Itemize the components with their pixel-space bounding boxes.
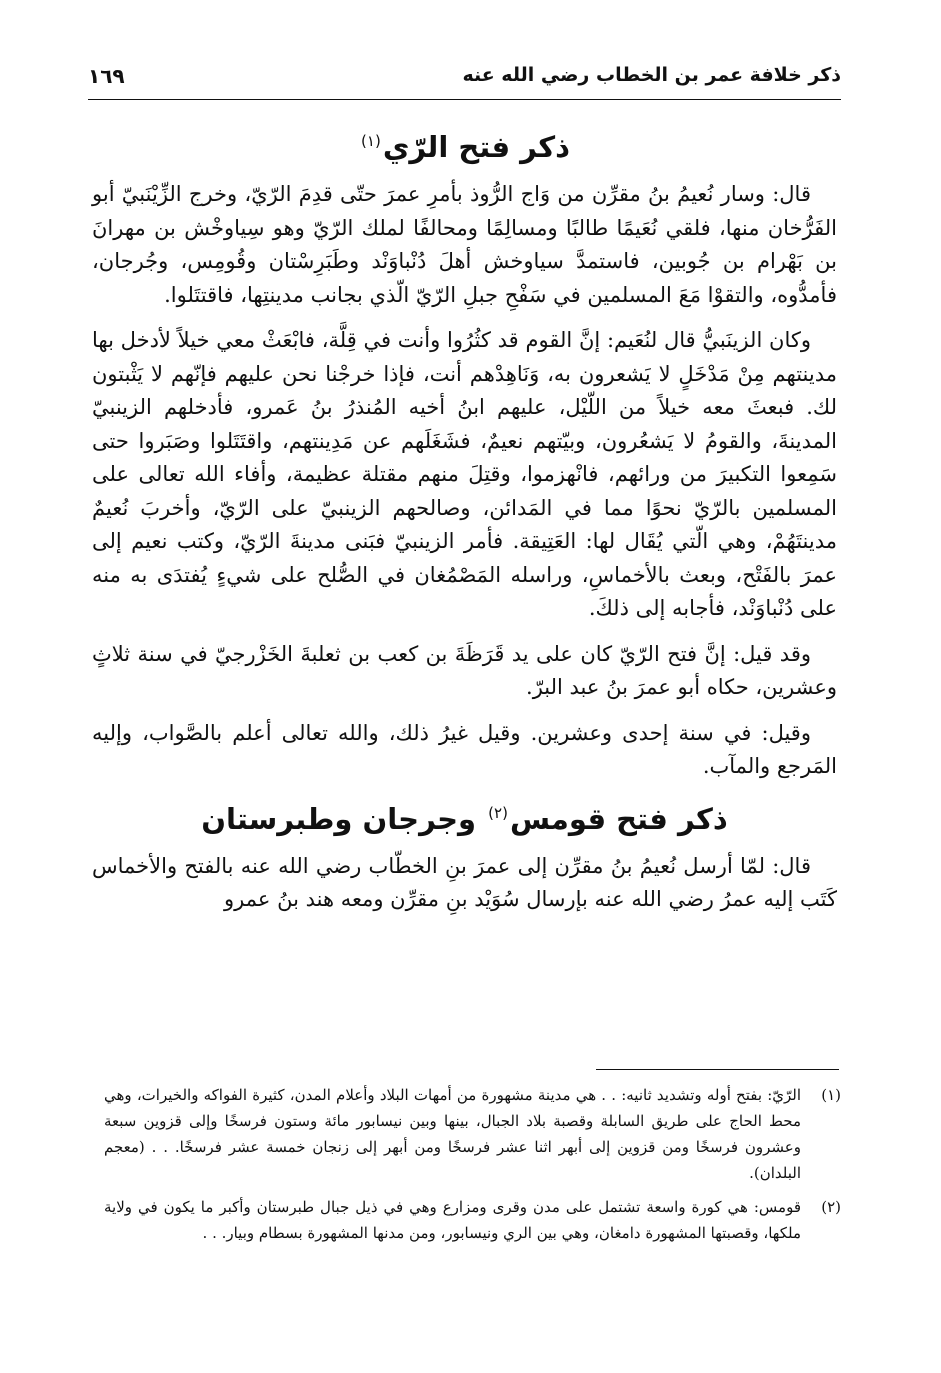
running-title: ذكر خلافة عمر بن الخطاب رضي الله عنه [462, 64, 841, 86]
page-number: ١٦٩ [88, 64, 125, 88]
footnote-text: قومس: هي كورة واسعة تشتمل على مدن وقرى ومزارع وهي في ذيل جبال طبرستان وأكبر ما يكون في ولاية ملكها، وقصبتها المشهورة دامغان، وهي بين الري ونيسابور، ومن مدنها المشهورة بسطام وبيار. . . [104, 1198, 801, 1242]
paragraph: وقد قيل: إنَّ فتح الرّيّ كان على يد قَرَظَةَ بن كعب بن ثعلبةَ الخَزْرجيّ في سنة ثلاثٍ وعشرين، حكاه أبو عمرَ بنُ عبد البرّ. [92, 641, 837, 699]
paragraph: قال: لمّا أرسل نُعيمُ بنُ مقرِّن إلى عمرَ بنِ الخطّاب رضي الله عنه بالفتح والأخماس كَتَب إليه عمرُ رضي الله عنه بإرسال سُوَيْد بنِ مقرِّن ومعه هند بنُ عمرو [92, 853, 837, 911]
footnote [104, 1082, 841, 1186]
main-text [92, 130, 837, 929]
heading-text: ذكر فتح قومس [509, 801, 728, 836]
footnote-number: (١) [821, 1086, 841, 1104]
page-header [88, 62, 841, 96]
footnote-ref-1: (١) [361, 132, 381, 151]
paragraph: وقيل: في سنة إحدى وعشرين. وقيل غيرُ ذلك، والله تعالى أعلم بالصَّواب، وإليه المَرجع والمآب. [92, 720, 837, 778]
heading-text: وجرجان وطبرستان [201, 801, 477, 836]
footnote-ref-2: (٢) [488, 803, 508, 822]
section-heading-rayy [92, 130, 837, 164]
footnotes [104, 1082, 841, 1254]
footnote-text: الرّيّ: بفتح أوله وتشديد ثانيه: . . هي مدينة مشهورة من أمهات البلاد وأعلام المدن، كثيرة الفواكه والخيرات، وهي محط الحاج على طريق السابلة وقصبة بلاد الجبال، بينها وبين نيسابور مائة وستون فرسخًا وإلى قزوين سبعة وعشرون فرسخًا ومن قزوين إلى أبهر اثنا عشر فرسخًا ومن أبهر إلى زنجان خمسة عشر فرسخًا. . . (معجم البلدان). [104, 1086, 801, 1182]
footnote [104, 1194, 841, 1246]
paragraph: وكان الزينَبيُّ قال لنُعَيم: إنَّ القوم قد كثُرُوا وأنت في قِلَّة، فابْعَثْ معي خيلاً لأدخل بها مدينتهم مِنْ مَدْخَلٍ لا يَشعرون به، وَنَاهِدْهم أنت، فإذا خرجْنا نحن عليهم فإنّهم لا يَثْبتون لك. فبعثَ معه خيلاً من اللّيْل، عليهم ابنُ أخيه المُنذرُ بنُ عَمرو، فأدخلهم الزينبيّ المدينةَ، والقومُ لا يَشعُرون، وبيّتهم نعيمٌ، فشَغَلَهم عن مَدِينتهم، واقتَتَلوا وصَبَروا حتى سَمِعوا التكبيرَ من ورائهم، فانْهزموا، وقتِلَ منهم مقتلة عظيمة، وأفاء الله تعالى على المسلمين بالرّيّ نحوًا مما في المَدائن، وصالحهم الزينبيّ على الرّيّ، وأخربَ نُعيمٌ مدينتَهُمْ، وهي الّتي يُقَال لها: العَتِيقة. فأمر الزينبيّ فبَنى مدينةَ الرّيّ، وكتب نعيم إلى عمرَ بالفَتْح، وبعث بالأخماسِ، وراسله المَصْمُغان في الصُّلح على شيءٍ يُفتدَى به منه على دُنْباوَنْد، فأجابه إلى ذلكَ. [92, 328, 837, 620]
section-heading-qumis [92, 802, 837, 836]
footnote-divider [596, 1069, 839, 1070]
header-divider [88, 99, 841, 100]
paragraph: قال: وسار نُعيمُ بنُ مقرِّن من وَاج الرُّوذ بأمرِ عمرَ حتّى قدِمَ الرّيّ، وخرج الزِّيْنَبيّ أبو الفَرُّخان منها، فلقي نُعَيمًا طالبًا ومسالِمًا ومحالفًا لملك الرّيّ وهو سِياوخْش بن مهرانَ بن بَهْرام بن جُوبين، فاستمدَّ سياوخش أهلَ دُنْباوَنْد وطَبَرِسْتان وقُومِس، وجُرجان، فأمدُّوه، والتقوْا مَعَ المسلمين في سَفْحِ جبلِ الرّيّ الّذي بجانب مدينتِها، فاقتتَلوا. [92, 182, 837, 307]
heading-text: ذكر فتح الرّي [382, 130, 570, 164]
footnote-number: (٢) [821, 1198, 841, 1216]
